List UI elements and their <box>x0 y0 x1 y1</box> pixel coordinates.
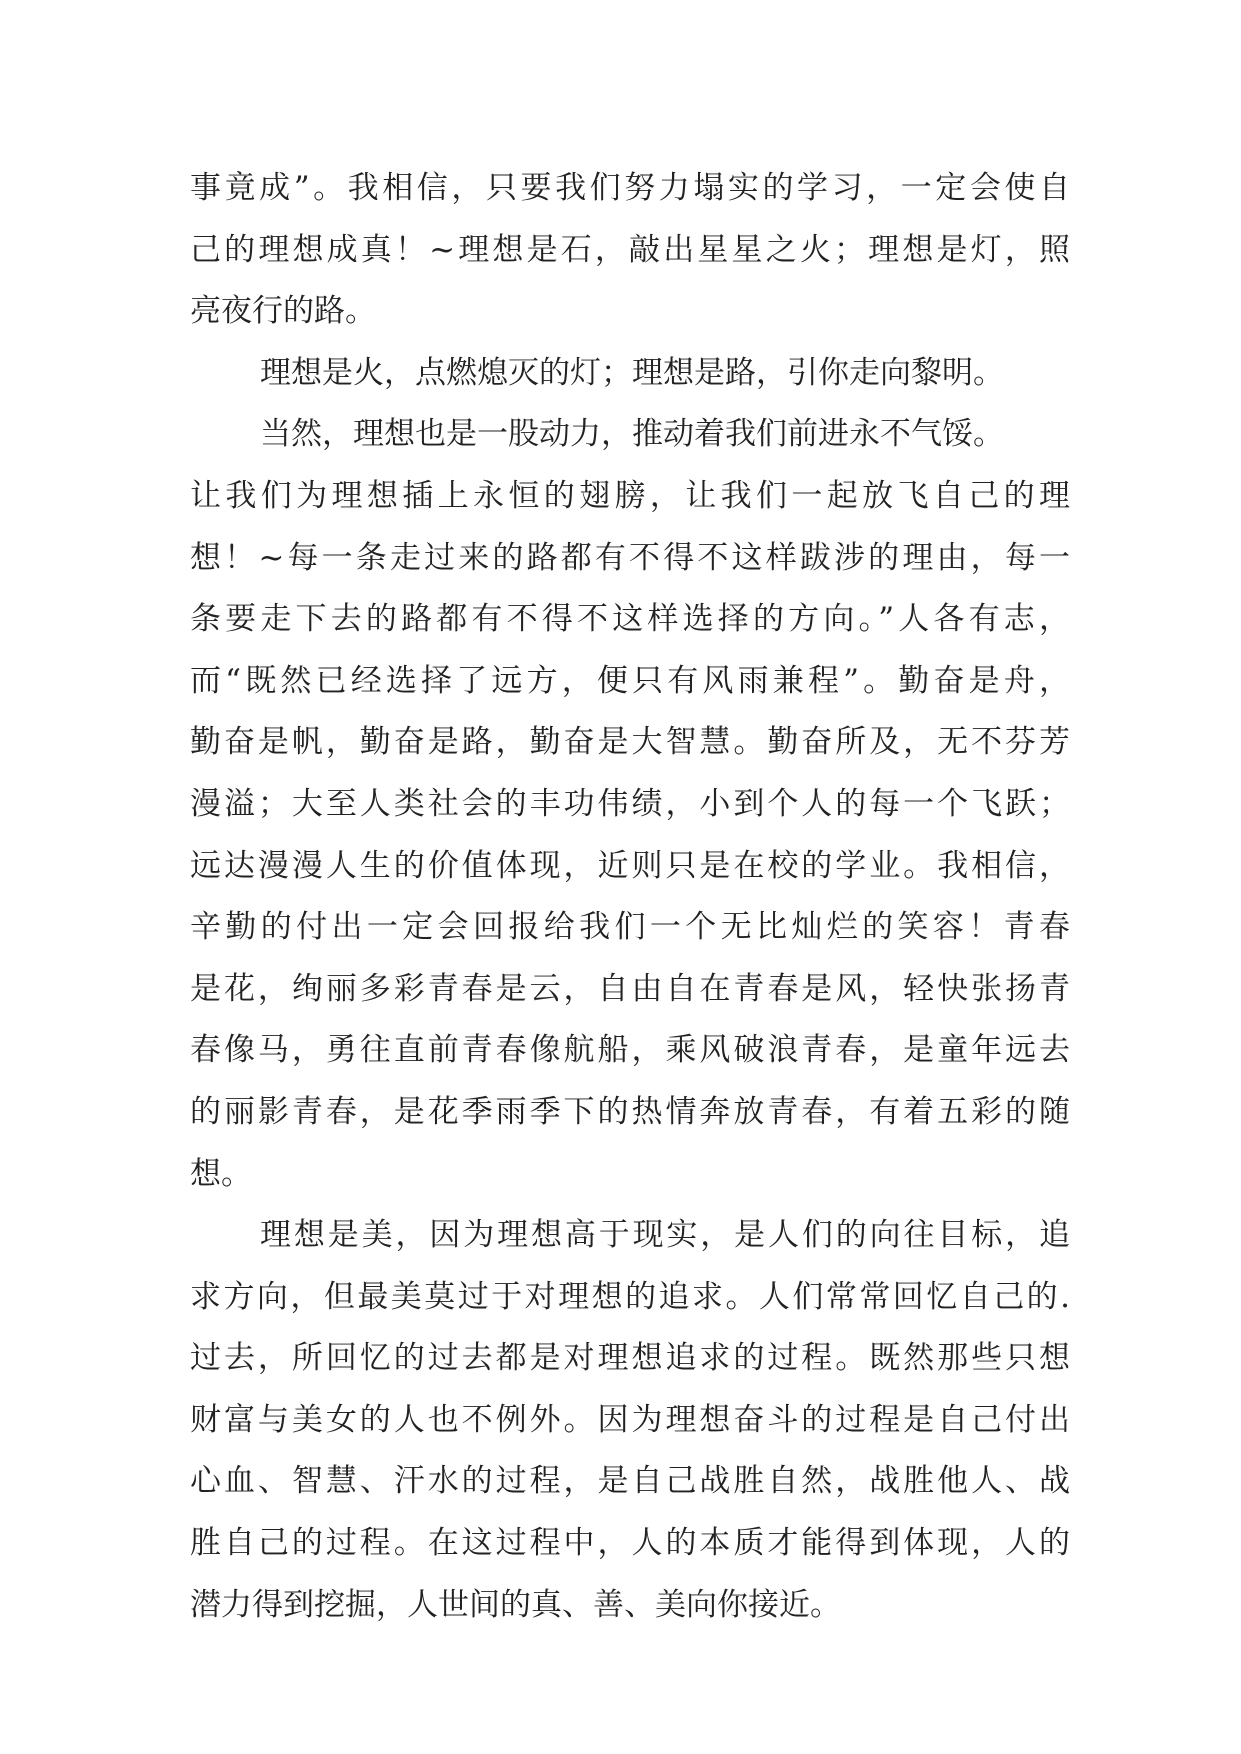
text-line: 财富与美女的人也不例外。因为理想奋斗的过程是自己付出 <box>190 1401 1070 1438</box>
text-line: 勤奋是帆，勤奋是路，勤奋是大智慧。勤奋所及，无不芬芳 <box>190 724 1070 761</box>
text-line: 潜力得到挖掘，人世间的真、善、美向你接近。 <box>190 1586 841 1623</box>
text-line: 亮夜行的路。 <box>190 293 376 330</box>
text-line: 让我们为理想插上永恒的翅膀，让我们一起放飞自己的理 <box>190 477 1070 514</box>
text-line: 条要走下去的路都有不得不这样选择的方向。”人各有志， <box>190 601 1070 638</box>
text-line: 是花，绚丽多彩青春是云，自由自在青春是风，轻快张扬青 <box>190 970 1070 1007</box>
text-line: 心血、智慧、汗水的过程，是自己战胜自然，战胜他人、战 <box>190 1463 1070 1500</box>
text-line: 远达漫漫人生的价值体现，近则只是在校的学业。我相信， <box>190 847 1070 884</box>
text-line: 己的理想成真！~理想是石，敲出星星之火；理想是灯，照 <box>190 231 1070 268</box>
text-line: 事竟成”。我相信，只要我们努力塌实的学习，一定会使自 <box>190 170 1070 206</box>
text-line: 想！~每一条走过来的路都有不得不这样跋涉的理由，每一 <box>190 539 1070 576</box>
paragraph-start-line: 理想是火，点燃熄灭的灯；理想是路，引你走向黎明。 <box>260 354 1004 391</box>
paragraph-start-line: 理想是美，因为理想高于现实，是人们的向往目标，追 <box>260 1217 1070 1254</box>
text-line: 的丽影青春，是花季雨季下的热情奔放青春，有着五彩的随 <box>190 1093 1070 1130</box>
text-line: 辛勤的付出一定会回报给我们一个无比灿烂的笑容！青春 <box>190 909 1070 946</box>
body-text <box>190 158 1070 1636</box>
text-line: 过去，所回忆的过去都是对理想追求的过程。既然那些只想 <box>190 1340 1070 1377</box>
text-line: 想。 <box>190 1155 252 1192</box>
text-line: 胜自己的过程。在这过程中，人的本质才能得到体现，人的 <box>190 1525 1070 1562</box>
text-line: 春像马，勇往直前青春像航船，乘风破浪青春，是童年远去 <box>190 1032 1070 1069</box>
text-line: 漫溢；大至人类社会的丰功伟绩，小到个人的每一个飞跃； <box>190 785 1070 822</box>
text-line: 求方向，但最美莫过于对理想的追求。人们常常回忆自己的. <box>190 1278 1070 1315</box>
paragraph-start-line: 当然，理想也是一股动力，推动着我们前进永不气馁。 <box>260 416 1004 453</box>
text-line: 而“既然已经选择了远方，便只有风雨兼程”。勤奋是舟， <box>190 662 1070 699</box>
